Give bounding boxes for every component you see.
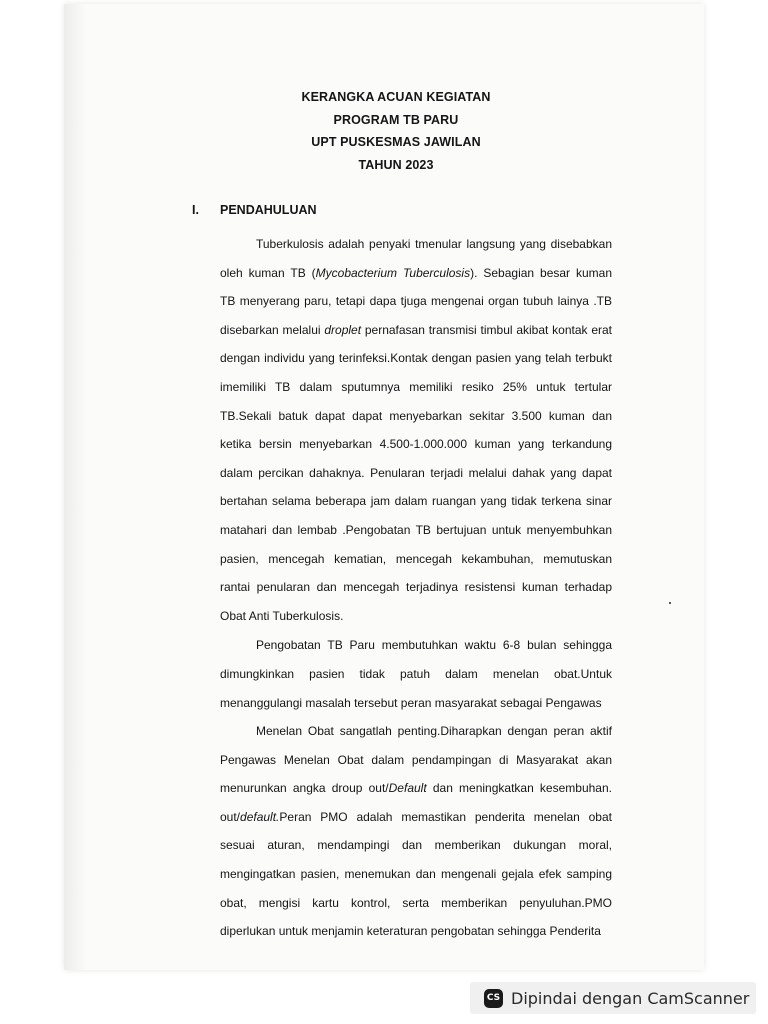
paragraph-1-italic-droplet: droplet: [324, 322, 362, 337]
paragraph-1-italic-term: Mycobacterium Tuberculosis: [315, 265, 471, 280]
paragraph-2: Pengobatan TB Paru membutuhkan waktu 6-8 bulan sehingga dimungkinkan pasien tidak patuh dalam menelan obat.Untuk menanggulangi masalah tersebut peran masyarakat sebagai Pengawas: [220, 638, 612, 710]
title-line-1: KERANGKA ACUAN KEGIATAN: [301, 90, 491, 104]
title-line-3: UPT PUSKESMAS JAWILAN: [311, 135, 481, 149]
title-line-4: TAHUN 2023: [358, 157, 434, 172]
paragraph-1-part-2: ). Sebagian besar kuman TB menyerang paru, tetapi dapa tjuga mengenai organ tubuh lainya .TB disebarkan melalui: [220, 265, 612, 337]
paragraph-1-part-1: Tuberkulosis adalah penyaki tmenular langsung yang disebabkan oleh kuman TB (: [220, 237, 612, 280]
watermark-text: Dipindai dengan CamScanner: [511, 988, 750, 1008]
stray-ink-dot: [669, 602, 671, 604]
section-heading: [192, 203, 317, 217]
paragraph-1-part-3: pernafasan transmisi timbul akibat kontak erat dengan individu yang terinfeksi.Kontak dengan pasien yang telah terbukt imemiliki TB dalam sputumnya memiliki resiko 25% untuk tertular TB.Sekali batuk dapat dapat menyebarkan sekitar 3.500 kuman dan ketika bersin menyebarkan 4.500-1.000.000 kuman yang terkandung dalam percikan dahaknya. Penularan terjadi melalui dahak yang dapat bertahan selama beberapa jam dalam ruangan yang tidak terkena sinar matahari dan lembab .Pengobatan TB bertujuan untuk menyembuhkan pasien, mencegah kematian, mencegah kekambuhan, memutuskan rantai penularan dan mencegah terjadinya resistensi kuman terhadap Obat Anti Tuberkulosis.: [220, 322, 613, 623]
document-body: [220, 230, 612, 946]
camscanner-watermark: [470, 982, 756, 1014]
section-number: I.: [192, 203, 199, 217]
camscanner-logo-icon: CS: [484, 989, 503, 1008]
paragraph-3: [220, 717, 612, 946]
paragraph-3-part-1: Menelan Obat sangatlah penting.Diharapkan dengan peran aktif Pengawas Menelan Obat dalam pendampingan di Masyarakat akan menurunkan angka droup out/: [220, 724, 612, 796]
scanned-page: [64, 4, 704, 970]
paragraph-3-italic-default-2: default.: [240, 809, 280, 824]
paragraph-1: [220, 230, 612, 630]
section-title: PENDAHULUAN: [220, 203, 317, 217]
title-line-2: PROGRAM TB PARU: [333, 112, 459, 127]
paragraph-3-part-2: dan meningkatkan kesembuhan. out/: [220, 781, 612, 824]
document-title-block: [76, 86, 704, 176]
paragraph-3-part-3: Peran PMO adalah memastikan penderita menelan obat sesuai aturan, mendampingi dan memberikan dukungan moral, mengingatkan pasien, menemukan dan mengenali gejala efek samping obat, mengisi kartu kontrol, serta memberikan penyuluhan.PMO diperlukan untuk menjamin keteraturan pengobatan sehingga Penderita: [220, 809, 612, 939]
paragraph-3-italic-default: Default: [388, 781, 427, 796]
